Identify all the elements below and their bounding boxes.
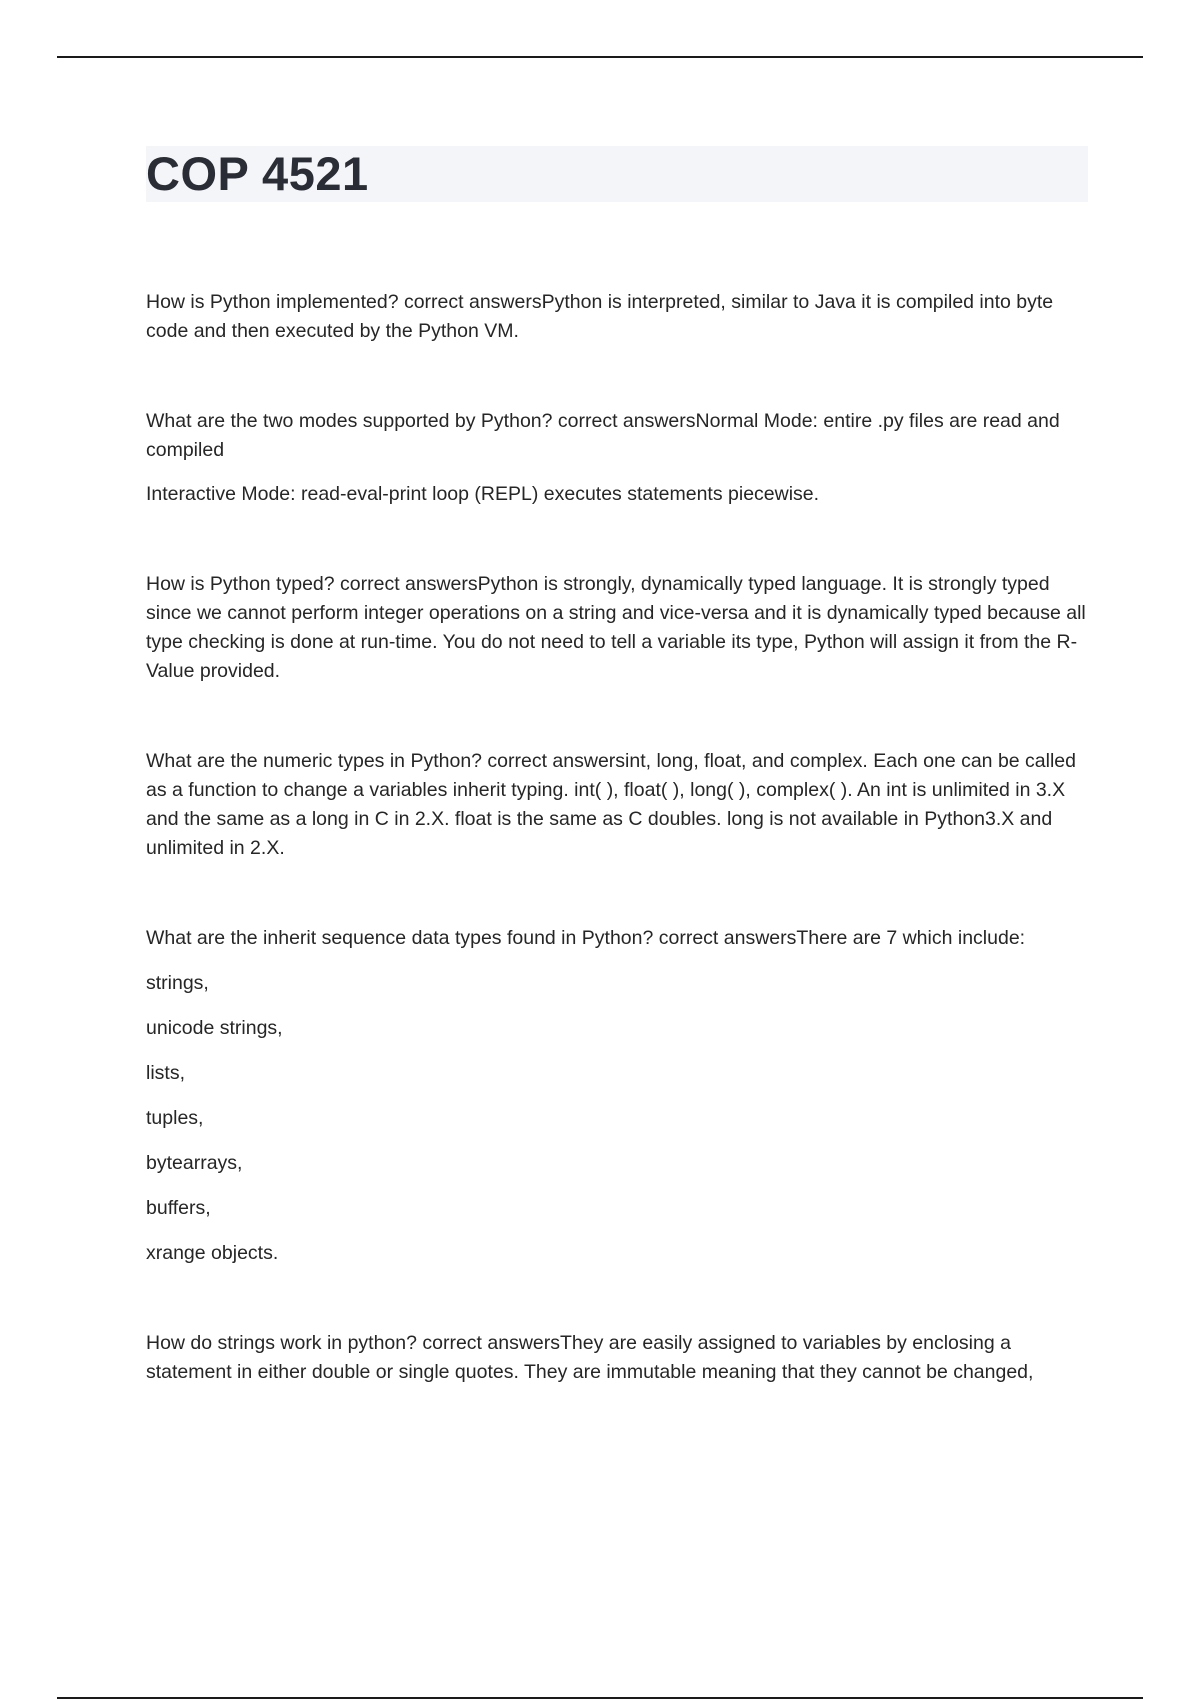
document-title: COP 4521 <box>146 147 369 200</box>
qa-item <box>146 747 1096 863</box>
qa-item <box>146 570 1096 686</box>
qa-text: How is Python implemented? correct answersPython is interpreted, similar to Java it is compiled into byte code and then executed by the Python VM. <box>146 291 1054 342</box>
qa-text: What are the two modes supported by Python? correct answersNormal Mode: entire .py files are read and compiled <box>146 410 1060 461</box>
sequence-type-list <box>146 969 1096 1268</box>
qa-text: How is Python typed? correct answersPython is strongly, dynamically typed language. It is strongly typed since we cannot perform integer operations on a string and vice-versa and it is dynamically typed because all type checking is done at run-time. You do not need to tell a variable its type, Python will assign it from the R-Value provided. <box>146 573 1086 682</box>
document-body <box>146 288 1096 1448</box>
list-item: xrange objects. <box>146 1242 279 1264</box>
top-divider <box>57 56 1143 58</box>
qa-item <box>146 924 1096 1268</box>
qa-text: What are the inherit sequence data types found in Python? correct answersThere are 7 which include: <box>146 927 1026 949</box>
qa-item <box>146 1329 1096 1387</box>
qa-text: How do strings work in python? correct answersThey are easily assigned to variables by enclosing a statement in either double or single quotes. They are immutable meaning that they cannot be changed, <box>146 1332 1034 1383</box>
list-item: strings, <box>146 972 209 994</box>
bottom-divider <box>57 1697 1143 1699</box>
qa-item <box>146 407 1096 509</box>
qa-extra-text: Interactive Mode: read-eval-print loop (REPL) executes statements piecewise. <box>146 483 820 505</box>
list-item: unicode strings, <box>146 1017 283 1039</box>
list-item: buffers, <box>146 1197 211 1219</box>
qa-text: What are the numeric types in Python? correct answersint, long, float, and complex. Each one can be called as a function to change a variables inherit typing. int( ), float( ), long( ), complex( ). An int is unlimited in 3.X and the same as a long in C in 2.X. float is the same as C doubles. long is not available in Python3.X and unlimited in 2.X. <box>146 750 1077 859</box>
list-item: bytearrays, <box>146 1152 243 1174</box>
qa-item <box>146 288 1096 346</box>
list-item: tuples, <box>146 1107 204 1129</box>
list-item: lists, <box>146 1062 185 1084</box>
